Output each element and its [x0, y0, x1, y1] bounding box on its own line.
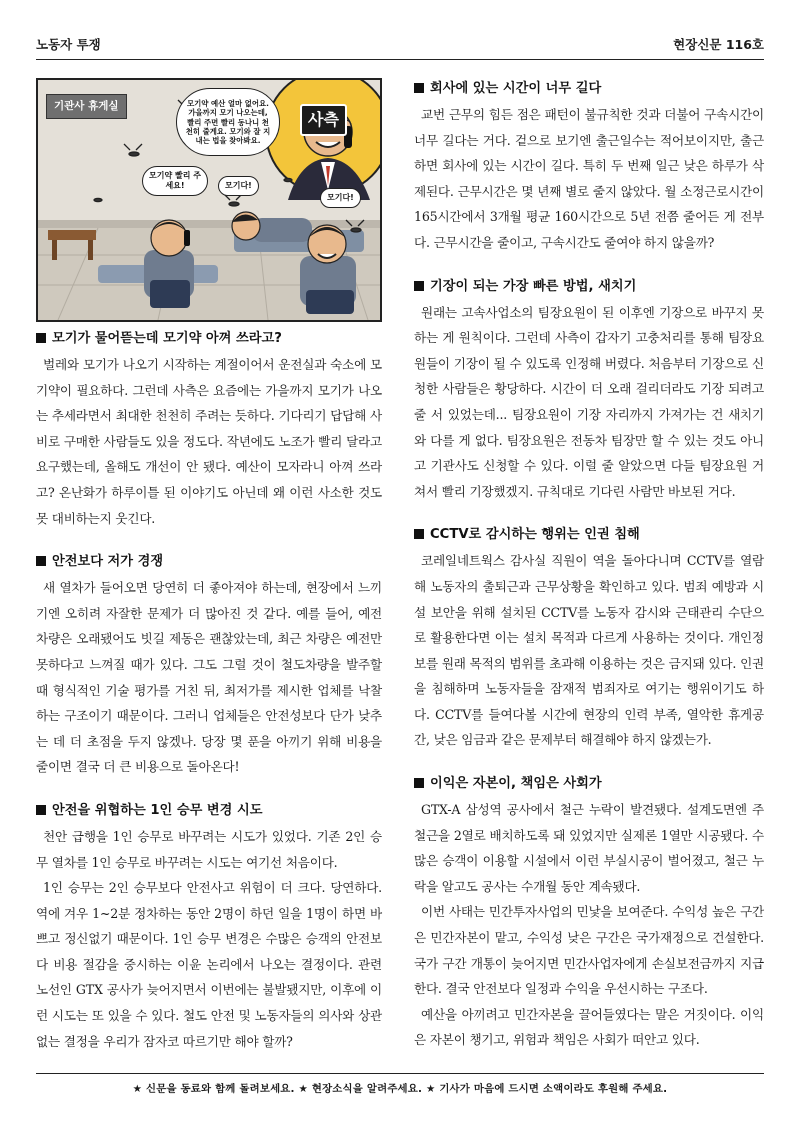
worker-speech-bubble-3: 모기다! — [320, 188, 361, 208]
cartoon-illustration — [36, 78, 382, 322]
article-title: 이익은 자본이, 책임은 사회가 — [414, 773, 764, 795]
article-paragraph: 원래는 고속사업소의 팀장요원이 된 이후엔 기장으로 바꾸지 못하는 게 원칙이다. 그런데 사측이 갑자기 고충처리를 통해 팀장요원들이 기장이 될 수 있도록 인정해 버렸다. 처음부터 기장으로 신청한 사람들은 황당하다. 시간이 더 오래 걸리더라도 기장 되려고 줄 서 있었는데... 팀장요원이 기장 자리까지 가져가는 건 새치기와 다를 게 없다. 팀장요원은 전동차 팀장만 할 수 있는 것도 아니고 기관사도 신청할 수 있다. 이럴 줄 알았으면 다들 팀장요원 거쳐서 빨리 기장했겠지. 규칙대로 기다린 사람만 바보된 거다. — [414, 304, 764, 499]
square-bullet-icon — [36, 805, 46, 815]
cartoon-sign: 기관사 휴게실 — [46, 94, 127, 119]
boss-speech-bubble: 모기약 예산 얼마 없어요. 가을까지 모기 나오는데, 빨리 주면 빨리 동나니 천천히 줄게요. 모기와 잘 지내는 법을 찾아봐요. — [176, 88, 280, 156]
right-column — [414, 78, 764, 1073]
article-cctv-surveillance — [414, 524, 764, 753]
article-profit-and-responsibility — [414, 773, 764, 1053]
square-bullet-icon — [414, 529, 424, 539]
article-queue-jumping — [414, 276, 764, 505]
article-paragraph: 교번 근무의 힘든 점은 패턴이 불규칙한 것과 더불어 구속시간이 너무 길다는 거다. 겉으로 보기엔 출근일수는 적어보이지만, 출근하면 회사에 있는 시간이 길다. 특히 두 번째 일근 낮은 하루가 삭제된다. 근무시간은 몇 년째 별로 줄지 않았다. 월 소정근로시간이 165시간에서 3개월 평균 160시간으로 5년 전쯤 줄어든 게 전부다. 근무시간을 줄이고, 구속시간도 줄여야 하지 않을까? — [414, 107, 764, 250]
article-low-bid-competition — [36, 551, 382, 780]
page-footer: ★ 신문을 동료와 함께 돌려보세요. ★ 현장소식을 알려주세요. ★ 기사가 마음에 드시면 소액이라도 후원해 주세요. — [132, 1083, 668, 1095]
article-one-person-crew — [36, 800, 382, 1054]
article-working-hours — [414, 78, 764, 256]
worker-speech-bubble-1: 모기약 빨리 주세요! — [142, 166, 208, 196]
publication-name: 노동자 투쟁 — [36, 37, 101, 52]
square-bullet-icon — [36, 556, 46, 566]
article-paragraph: 코레일네트웍스 감사실 직원이 역을 돌아다니며 CCTV를 열람해 노동자의 출퇴근과 근무상황을 확인하고 있다. 범죄 예방과 시설 보안을 위해 설치된 CCTV를 노동자 감시와 근태관리 수단으로 활용한다면 이는 설치 목적과 다르게 사용하는 것이다. 개인정보를 원래 목적의 범위를 초과해 이용하는 것은 금지돼 있다. 인권을 침해하며 노동자들을 잠재적 범죄자로 여기는 행위이기도 하다. CCTV를 들여다볼 시간에 현장의 인력 부족, 열악한 휴게공간, 낮은 임금과 같은 문제부터 해결해야 하지 않겠는가. — [414, 553, 764, 748]
article-mosquito-repellent — [36, 328, 382, 531]
article-title: CCTV로 감시하는 행위는 인권 침해 — [414, 524, 764, 546]
square-bullet-icon — [414, 778, 424, 788]
square-bullet-icon — [36, 333, 46, 343]
article-paragraph: 이번 사태는 민간투자사업의 민낯을 보여준다. 수익성 높은 구간은 민간자본이 맡고, 수익성 낮은 구간은 국가재정으로 건설한다. 국가 구간 개통이 늦어지면 민간사업자에게 손실보전금까지 지급한다. 결국 안전보다 일정과 수익을 우선시하는 구조다. — [414, 904, 764, 997]
article-paragraph: GTX-A 삼성역 공사에서 철근 누락이 발견됐다. 설계도면엔 주철근을 2열로 배치하도록 돼 있었지만 실제론 1열만 시공됐다. 수많은 승객이 이용할 시설에서 이런 부실시공이 벌어졌고, 철근 누락을 알고도 공사는 수개월 동안 계속됐다. — [414, 802, 764, 894]
worker-speech-bubble-2: 모기다! — [218, 176, 259, 196]
issue-number: 현장신문 116호 — [673, 37, 764, 52]
article-title: 안전을 위협하는 1인 승무 변경 시도 — [36, 800, 382, 822]
square-bullet-icon — [414, 281, 424, 291]
left-column — [36, 78, 382, 1074]
article-paragraph: 천안 급행을 1인 승무로 바꾸려는 시도가 있었다. 기존 2인 승무 열차를 1인 승무로 바꾸려는 시도는 여기선 처음이다. — [36, 828, 382, 870]
article-paragraph: 벌레와 모기가 나오기 시작하는 계절이어서 운전실과 숙소에 모기약이 필요하다. 그런데 사측은 요즘에는 가을까지 모기가 나오는 추세라면서 최대한 천천히 주려는 듯하다. 기다리기 답답해 사비로 구매한 사람들도 있을 정도다. 작년에도 노조가 빨리 달라고 요구했는데, 올해도 개선이 안 됐다. 예산이 모자라니 아껴 쓰라고? 온난화가 하루이틀 된 이야기도 아닌데 왜 이런 사소한 것도 못 대비하는지 웃긴다. — [36, 357, 382, 526]
article-title: 안전보다 저가 경쟁 — [36, 551, 382, 573]
page-header — [36, 34, 764, 60]
article-paragraph: 새 열차가 들어오면 당연히 더 좋아져야 하는데, 현장에서 느끼기엔 오히려 자잘한 문제가 더 많아진 것 같다. 예를 들어, 예전 차량은 오래됐어도 빗길 제동은 괜찮았는데, 최근 차량은 예전만 못하다고 느껴질 때가 있다. 그도 그럴 것이 철도차량을 발주할 때 형식적인 기술 평가를 거친 뒤, 최저가를 제시한 업체를 낙찰하는 구조이기 때문이다. 그러니 업체들은 안전성보다 단가 낮추는 데 더 초점을 두지 않겠나. 당장 몇 푼을 아끼기 위해 비용을 줄이면 결국 더 큰 비용으로 돌아온다! — [36, 580, 382, 775]
article-title: 기장이 되는 가장 빠른 방법, 새치기 — [414, 276, 764, 298]
footer-divider — [36, 1073, 764, 1074]
article-title: 모기가 물어뜯는데 모기약 아껴 쓰라고? — [36, 328, 382, 350]
article-title: 회사에 있는 시간이 너무 길다 — [414, 78, 764, 100]
boss-tag: 사측 — [300, 104, 347, 136]
article-paragraph: 예산을 아끼려고 민간자본을 끌어들였다는 말은 거짓이다. 이익은 자본이 챙기고, 위험과 책임은 사회가 떠안고 있다. — [414, 1006, 764, 1048]
article-paragraph: 1인 승무는 2인 승무보다 안전사고 위험이 더 크다. 당연하다. 역에 겨우 1~2분 정차하는 동안 2명이 하던 일을 1명이 하면 바쁘고 정신없기 때문이다. 1인 승무 변경은 수많은 승객의 안전보다 비용 절감을 중시하는 이윤 논리에서 나오는 결정이다. 관련 노선인 GTX 공사가 늦어지면서 이번에는 불발됐지만, 이후에 이런 시도는 또 있을 수 있다. 철도 안전 및 노동자들의 의사와 상관없는 결정을 우리가 잠자코 따르기만 해야 할까? — [36, 880, 382, 1049]
square-bullet-icon — [414, 83, 424, 93]
